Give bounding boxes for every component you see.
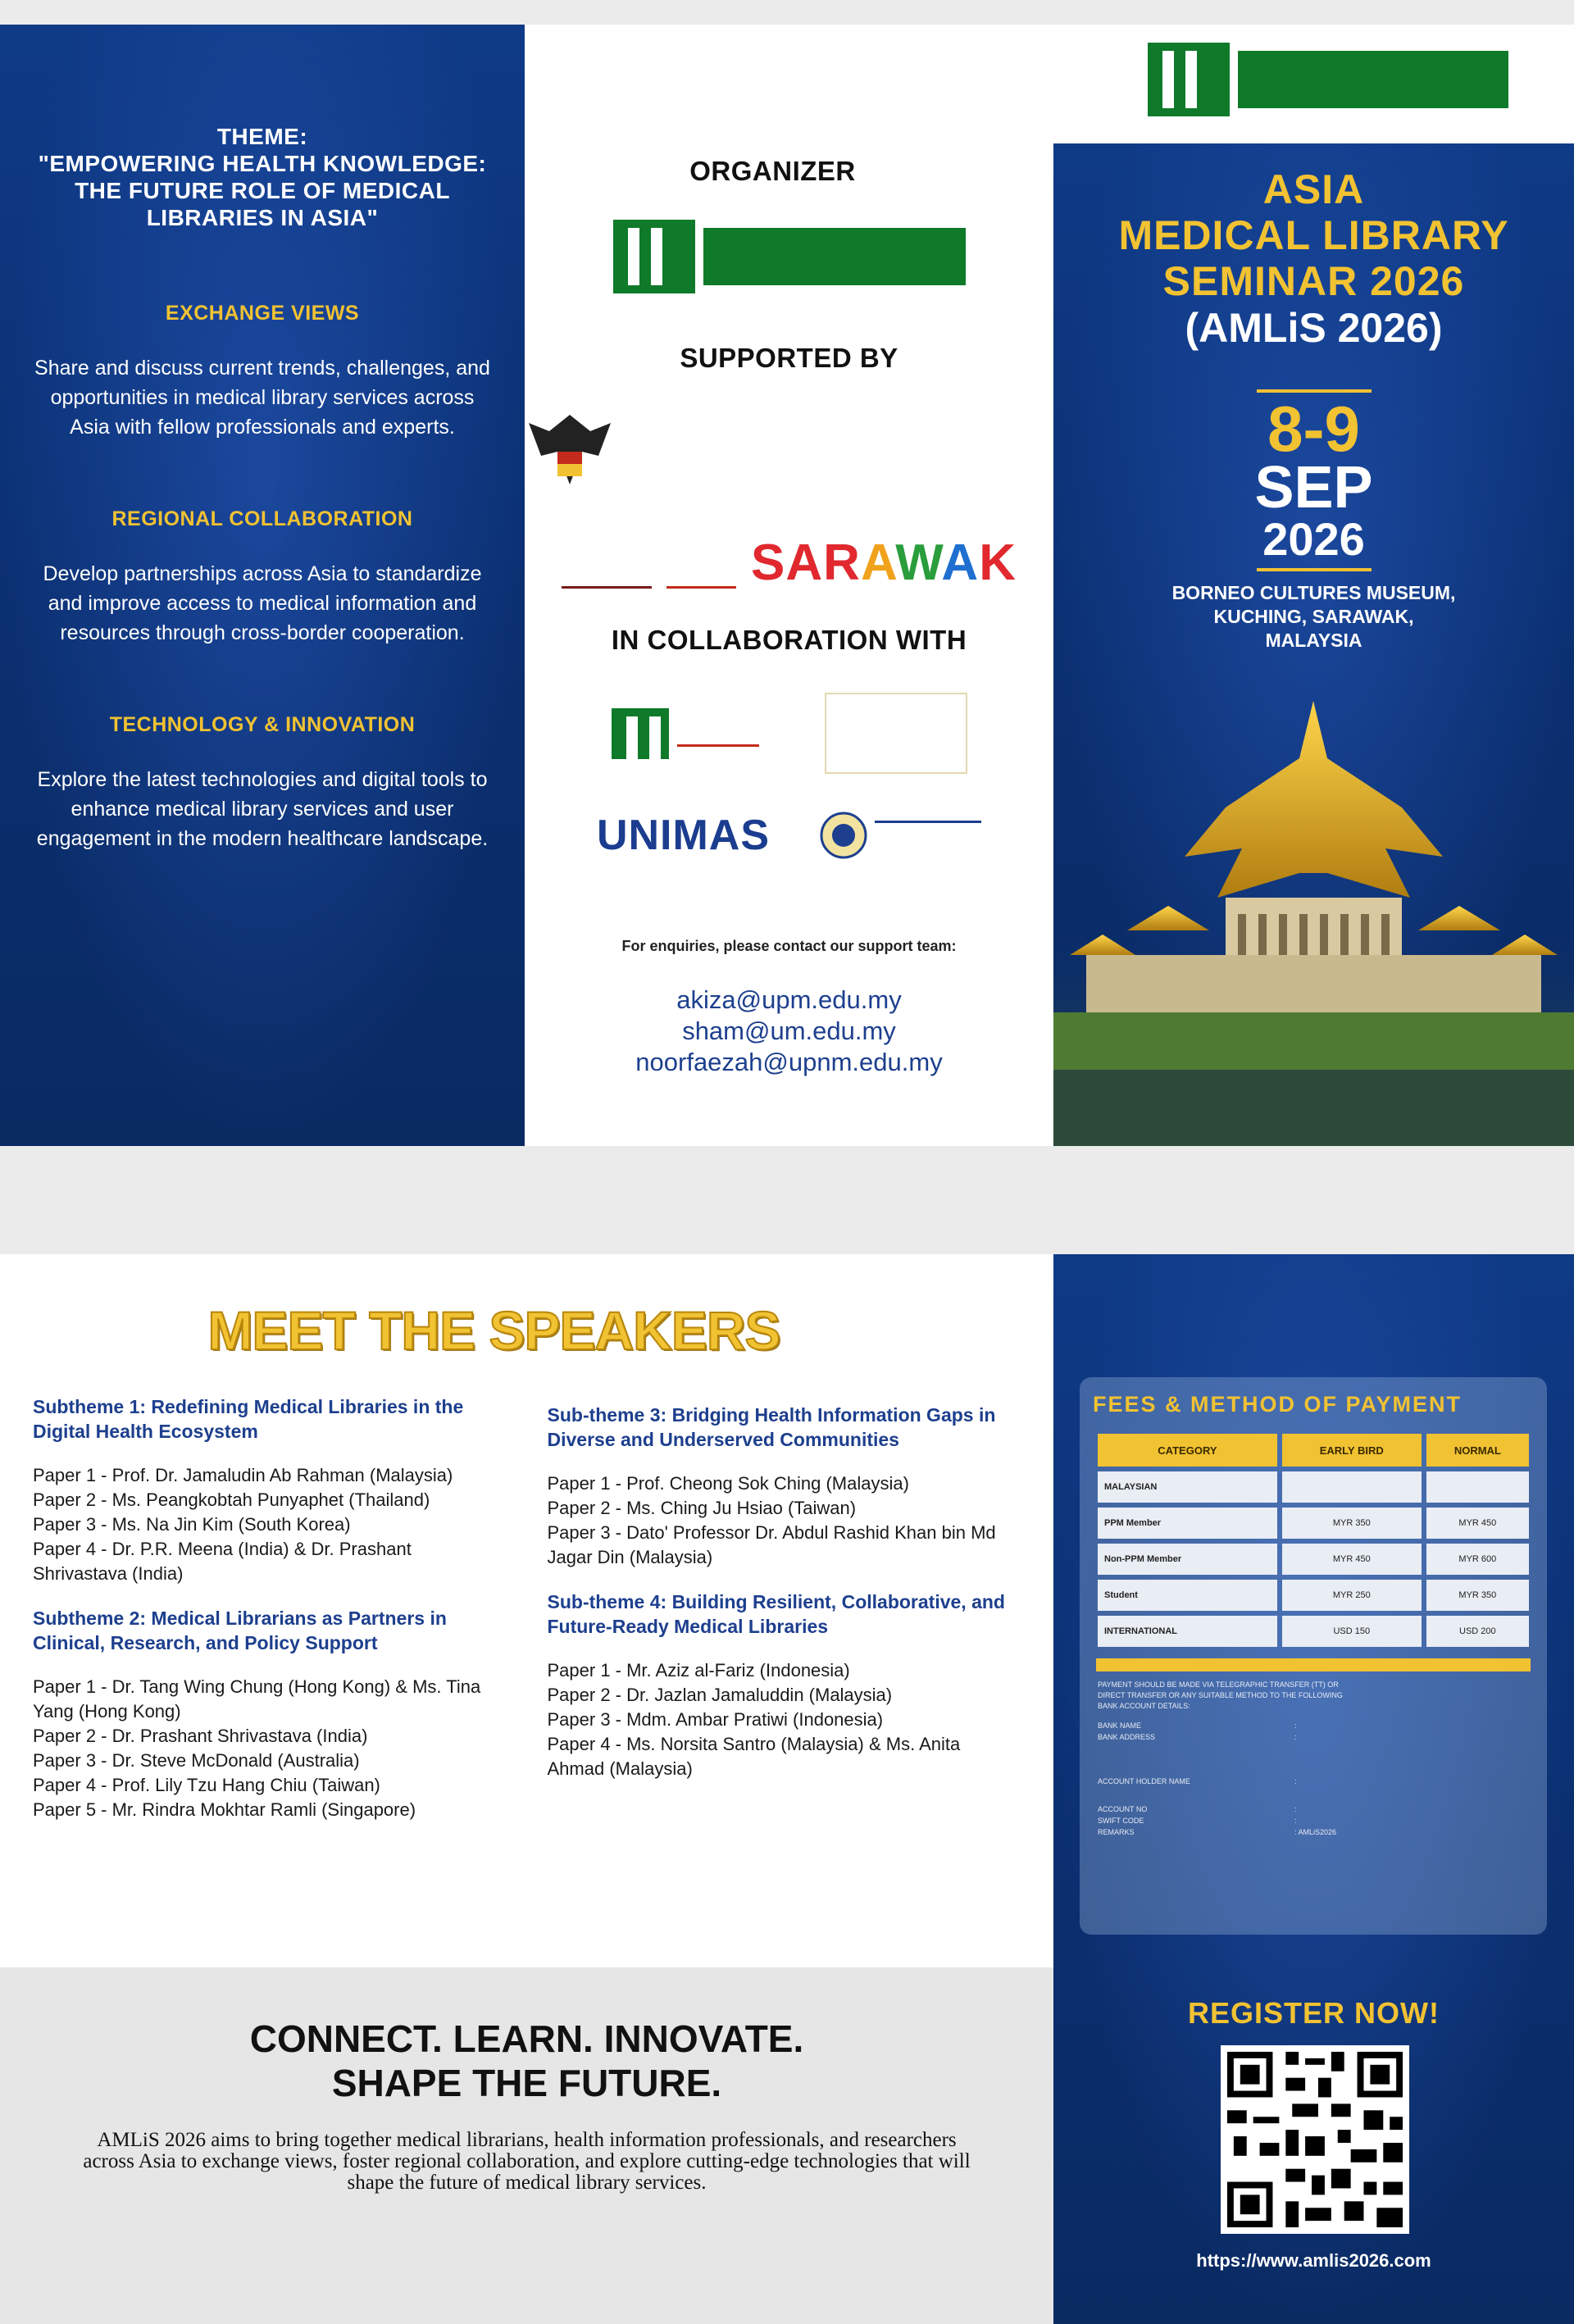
account-value: : xyxy=(1294,1805,1297,1813)
mmlg-mark-icon xyxy=(1148,43,1230,116)
paper-item: Paper 1 - Mr. Aziz al-Fariz (Indonesia) xyxy=(547,1660,850,1680)
paper-item: Paper 4 - Dr. P.R. Meena (India) & Dr. Prashant Shrivastava (India) xyxy=(33,1539,412,1584)
supporter-logos xyxy=(525,534,1053,592)
account-key: BANK NAME xyxy=(1098,1721,1142,1730)
paper-item: Paper 2 - Ms. Ching Ju Hsiao (Taiwan) xyxy=(547,1498,857,1518)
dun-building-image xyxy=(1053,684,1574,1146)
paper-item: Paper 2 - Dr. Jazlan Jamaluddin (Malaysia) xyxy=(547,1685,893,1705)
organizer-heading: ORGANIZER xyxy=(689,156,856,186)
account-key: SWIFT CODE xyxy=(1098,1817,1144,1825)
fee-normal: MYR 350 xyxy=(1426,1580,1529,1611)
email-akiza[interactable]: akiza@upm.edu.my xyxy=(676,985,902,1014)
event-month: SEP xyxy=(1254,455,1373,521)
mmlg-logo xyxy=(613,220,966,293)
event-days: 8-9 xyxy=(1267,393,1360,465)
enquiry-text: For enquiries, please contact our support team: xyxy=(621,938,957,954)
table-row xyxy=(1098,1508,1529,1539)
mmlg-mark-icon xyxy=(613,220,695,293)
fee-early: MYR 350 xyxy=(1282,1508,1422,1539)
mmlg-collab-logo xyxy=(612,708,759,759)
sarawak-logo: SARAWAK xyxy=(751,534,1017,591)
registration-url[interactable]: https://www.amlis2026.com xyxy=(1196,2250,1431,2271)
connect-line2: SHAPE THE FUTURE. xyxy=(331,2062,722,2104)
fee-category: Non-PPM Member xyxy=(1098,1544,1277,1575)
table-row xyxy=(1098,1544,1529,1575)
section-text: Explore the latest technologies and digital tools to enhance medical library services and user engagement in the modern healthcare landscape. xyxy=(36,768,489,850)
paper-item: Paper 2 - Ms. Peangkobtah Punyaphet (Thailand) xyxy=(33,1489,430,1510)
table-row xyxy=(1098,1616,1529,1647)
event-year: 2026 xyxy=(1262,513,1365,565)
fee-category: PPM Member xyxy=(1098,1508,1277,1539)
ppm-logo xyxy=(677,720,759,747)
fees-table xyxy=(1093,1429,1534,1652)
divider xyxy=(1257,568,1372,571)
fee-early xyxy=(1282,1471,1422,1503)
paper-item: Paper 1 - Prof. Dr. Jamaludin Ab Rahman (Malaysia) xyxy=(33,1465,453,1485)
library-building-logo xyxy=(825,693,967,774)
table-row xyxy=(1098,1471,1529,1503)
account-value: : xyxy=(1294,1777,1297,1785)
account-value: : xyxy=(1294,1733,1297,1741)
connect-panel xyxy=(0,1967,1053,2324)
event-title-line2: MEDICAL LIBRARY xyxy=(1118,212,1509,258)
section-heading: EXCHANGE VIEWS xyxy=(165,302,360,325)
mmlg-wordmark xyxy=(703,228,966,285)
fees-header-category: CATEGORY xyxy=(1098,1434,1277,1467)
speakers-column-left xyxy=(33,1394,507,1822)
event-panel xyxy=(1053,143,1574,1146)
speakers-panel xyxy=(0,1254,1053,1967)
account-value: : xyxy=(1294,1817,1297,1825)
account-details xyxy=(1093,1720,1534,1838)
theme-title: THEME: "EMPOWERING HEALTH KNOWLEDGE: THE FUTURE ROLE OF MEDICAL LIBRARIES IN ASIA" xyxy=(38,124,487,230)
event-title-line1: ASIA xyxy=(1262,166,1365,212)
paper-item: Paper 5 - Mr. Rindra Mokhtar Ramli (Singapore) xyxy=(33,1799,416,1820)
email-noorfaezah[interactable]: noorfaezah@upnm.edu.my xyxy=(635,1048,943,1076)
theme-panel xyxy=(0,25,525,1146)
fees-title: FEES & METHOD OF PAYMENT xyxy=(1093,1392,1463,1417)
supporter-logo-2 xyxy=(666,537,736,589)
speakers-heading: MEET THE SPEAKERS xyxy=(207,1300,780,1361)
paper-item: Paper 4 - Prof. Lily Tzu Hang Chiu (Taiwan) xyxy=(33,1775,380,1795)
sarawak-crest-icon xyxy=(525,407,1053,509)
payment-line: DIRECT TRANSFER OR ANY SUITABLE METHOD TO THE FOLLOWING xyxy=(1098,1691,1343,1699)
registration-qr-code-icon[interactable] xyxy=(1221,2045,1409,2234)
fee-category: MALAYSIAN xyxy=(1098,1471,1277,1503)
collab-heading: IN COLLABORATION WITH xyxy=(611,625,967,655)
paper-item: Paper 1 - Prof. Cheong Sok Ching (Malaysia) xyxy=(547,1473,909,1494)
organizer-logo xyxy=(525,220,1053,293)
paper-item: Paper 3 - Dr. Steve McDonald (Australia) xyxy=(33,1750,360,1771)
email-sham[interactable]: sham@um.edu.my xyxy=(682,1016,896,1045)
payment-line: PAYMENT SHOULD BE MADE VIA TELEGRAPHIC TRANSFER (TT) OR xyxy=(1098,1680,1339,1689)
payment-instructions xyxy=(1093,1680,1534,1712)
speakers-column-right xyxy=(548,1394,1021,1822)
subtheme-title: Sub-theme 4: Building Resilient, Collaborative, and Future-Ready Medical Libraries xyxy=(547,1591,1005,1637)
fees-header-row xyxy=(1098,1434,1529,1467)
paper-item: Paper 2 - Dr. Prashant Shrivastava (India) xyxy=(33,1726,368,1746)
fee-early: USD 150 xyxy=(1282,1616,1422,1647)
account-key: ACCOUNT NO xyxy=(1098,1805,1148,1813)
speakers-columns xyxy=(33,1394,1021,1822)
collab-logos-row1 xyxy=(525,693,1053,774)
subtheme-title: Subtheme 2: Medical Librarians as Partners in Clinical, Research, and Policy Support xyxy=(33,1608,447,1653)
unimas-logo: UNIMAS xyxy=(596,812,771,859)
supported-heading: SUPPORTED BY xyxy=(680,343,898,373)
fees-header-early: EARLY BIRD xyxy=(1282,1434,1422,1467)
fee-normal xyxy=(1426,1471,1529,1503)
account-value: : xyxy=(1294,1721,1297,1730)
fee-early: MYR 450 xyxy=(1282,1544,1422,1575)
mmlg-wordmark xyxy=(1238,51,1508,108)
account-key: ACCOUNT HOLDER NAME xyxy=(1098,1777,1190,1785)
payment-line: BANK ACCOUNT DETAILS: xyxy=(1098,1702,1190,1710)
section-text: Share and discuss current trends, challenges, and opportunities in medical library services across Asia with fellow professionals and experts. xyxy=(34,357,490,439)
section-heading: TECHNOLOGY & INNOVATION xyxy=(109,713,416,736)
account-key: REMARKS xyxy=(1098,1828,1135,1836)
fee-normal: MYR 450 xyxy=(1426,1508,1529,1539)
connect-line1: CONNECT. LEARN. INNOVATE. xyxy=(249,2017,804,2060)
mmlg-header-logo xyxy=(1148,43,1508,116)
paper-item: Paper 3 - Ms. Na Jin Kim (South Korea) xyxy=(33,1514,351,1535)
event-title-line3: SEMINAR 2026 xyxy=(1162,258,1465,304)
connect-description: AMLiS 2026 aims to bring together medical librarians, health information professionals, and researchers across Asia to exchange views, foster regional collaboration, and explore cutting-edge technologies that will shape the future of medical library services. xyxy=(83,2129,971,2194)
collab-logos-row2 xyxy=(525,811,1053,860)
organizer-panel xyxy=(525,25,1053,1146)
upm-wordmark xyxy=(875,821,981,851)
account-key: BANK ADDRESS xyxy=(1098,1733,1156,1741)
section-text: Develop partnerships across Asia to standardize and improve access to medical information and resources through cross-border cooperation. xyxy=(43,562,482,644)
paper-item: Paper 3 - Dato' Professor Dr. Abdul Rashid Khan bin Md Jagar Din (Malaysia) xyxy=(547,1522,996,1567)
register-heading: REGISTER NOW! xyxy=(1188,1996,1440,2030)
fee-normal: USD 200 xyxy=(1426,1616,1529,1647)
fees-panel xyxy=(1053,1254,1574,2324)
email-list xyxy=(525,985,1053,1078)
subtheme-title: Subtheme 1: Redefining Medical Libraries in the Digital Health Ecosystem xyxy=(33,1396,464,1442)
fee-early: MYR 250 xyxy=(1282,1580,1422,1611)
section-heading: REGIONAL COLLABORATION xyxy=(111,507,413,530)
fee-category: Student xyxy=(1098,1580,1277,1611)
header-logo-area xyxy=(1053,25,1574,143)
fee-category: INTERNATIONAL xyxy=(1098,1616,1277,1647)
payment-heading-bar xyxy=(1096,1658,1531,1671)
supporter-logo-1 xyxy=(562,537,652,589)
fees-box xyxy=(1080,1377,1547,1935)
account-value: : AMLiS2026 xyxy=(1294,1828,1337,1836)
upm-logo xyxy=(819,811,981,860)
paper-item: Paper 1 - Dr. Tang Wing Chung (Hong Kong) & Ms. Tina Yang (Hong Kong) xyxy=(33,1676,481,1721)
fee-normal: MYR 600 xyxy=(1426,1544,1529,1575)
event-venue: BORNEO CULTURES MUSEUM, KUCHING, SARAWAK, MALAYSIA xyxy=(1171,582,1456,651)
table-row xyxy=(1098,1580,1529,1611)
upm-seal-icon xyxy=(819,811,868,860)
fees-header-normal: NORMAL xyxy=(1426,1434,1529,1467)
paper-item: Paper 3 - Mdm. Ambar Pratiwi (Indonesia) xyxy=(547,1709,884,1730)
event-short-title: (AMLiS 2026) xyxy=(1185,305,1443,351)
subtheme-title: Sub-theme 3: Bridging Health Information Gaps in Diverse and Underserved Communities xyxy=(547,1404,996,1450)
paper-item: Paper 4 - Ms. Norsita Santro (Malaysia) & Ms. Anita Ahmad (Malaysia) xyxy=(547,1734,961,1779)
mmlg-mark-icon xyxy=(612,708,669,759)
